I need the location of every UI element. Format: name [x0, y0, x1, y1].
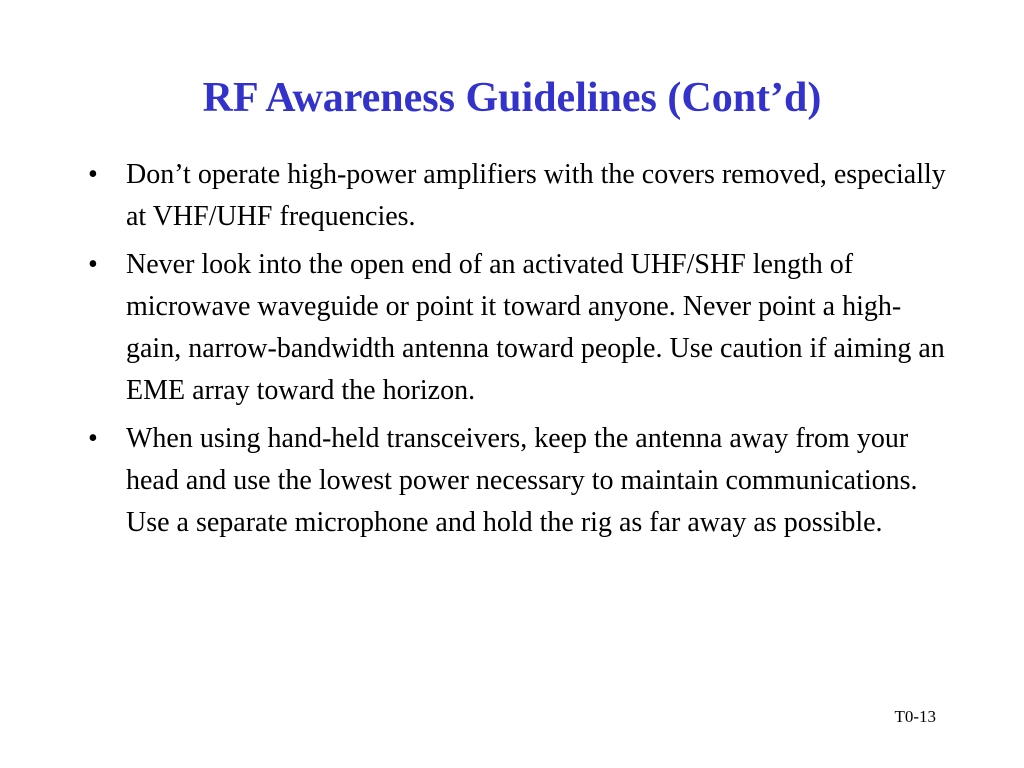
- bullet-text: Don’t operate high-power amplifiers with the covers removed, especially at VHF/UHF frequencies.: [126, 159, 946, 232]
- bullet-text: Never look into the open end of an activated UHF/SHF length of microwave waveguide or point it toward anyone. Never point a high-gain, narrow-bandwidth antenna toward people. Use caution if aiming an EME array toward the horizon.: [126, 249, 945, 406]
- bullet-icon: •: [88, 159, 98, 190]
- bullet-item: [88, 154, 948, 238]
- bullet-list: [88, 154, 948, 550]
- slide-number: T0-13: [894, 707, 936, 726]
- bullet-icon: •: [88, 249, 98, 280]
- bullet-text: When using hand-held transceivers, keep the antenna away from your head and use the lowest power necessary to maintain communications. Use a separate microphone and hold the rig as far away as possible.: [126, 423, 918, 538]
- bullet-item: [88, 244, 948, 412]
- bullet-item: [88, 418, 948, 544]
- slide-title: RF Awareness Guidelines (Cont’d): [202, 75, 822, 121]
- bullet-icon: •: [88, 423, 98, 454]
